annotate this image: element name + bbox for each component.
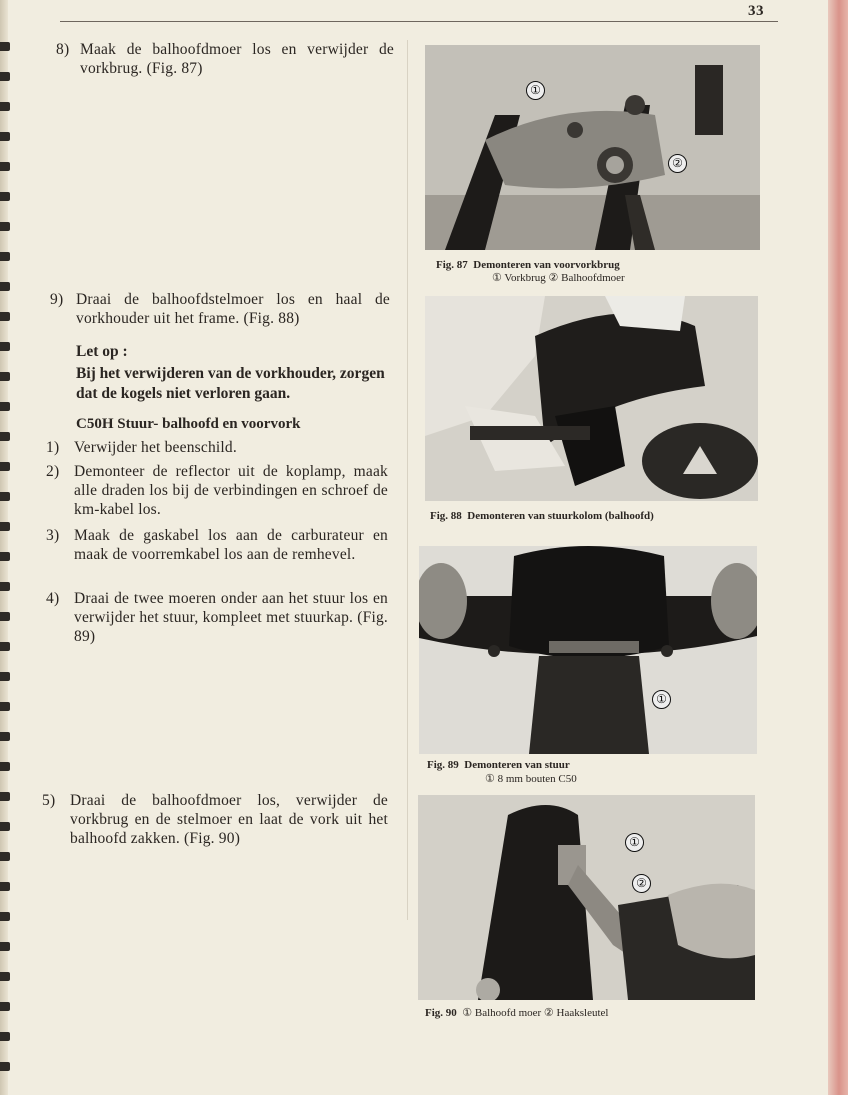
figure-label: Fig. 88 <box>430 510 462 522</box>
step-number: 3) <box>46 527 60 544</box>
note-text: Bij het verwijderen van de vorkhouder, zorgen dat de kogels niet verloren gaan. <box>76 365 385 402</box>
figure-87-caption <box>436 258 620 272</box>
figure-89-legend: ① 8 mm bouten C50 <box>485 773 577 785</box>
section-step-1 <box>46 438 396 458</box>
figure-label: Fig. 90 <box>425 1007 457 1019</box>
step-text: Maak de balhoofdmoer los en verwijder de vorkbrug. (Fig. 87) <box>80 41 394 77</box>
step-number: 2) <box>46 463 60 480</box>
step-number: 1) <box>46 439 60 456</box>
figure-90-callout-1: ① <box>625 833 644 852</box>
figure-legend: ① Balhoofd moer ② Haaksleutel <box>462 1007 609 1019</box>
figure-90-callout-2: ② <box>632 874 651 893</box>
figure-87-callout-2: ② <box>668 154 687 173</box>
figure-87-legend: ① Vorkbrug ② Balhoofdmoer <box>492 272 625 284</box>
section-step-4 <box>46 589 396 649</box>
figure-label: Fig. 87 <box>436 259 468 271</box>
section-heading: C50H Stuur- balhoofd en voorvork <box>76 416 301 432</box>
step-text: Demonteer de reflector uit de koplamp, maak alle draden los bij de verbindingen en schroef de km-kabel los. <box>74 463 388 518</box>
figure-89-caption <box>427 758 570 772</box>
figure-87-callout-1: ① <box>526 81 545 100</box>
column-divider <box>407 40 408 920</box>
figure-title: Demonteren van stuurkolom (balhoofd) <box>467 510 654 522</box>
step-text: Maak de gaskabel los aan de carburateur en maak de voorremkabel los aan de remhevel. <box>74 527 388 563</box>
step-8 <box>56 40 396 80</box>
figure-label: Fig. 89 <box>427 759 459 771</box>
step-number: 8) <box>56 41 70 58</box>
figure-87-photo <box>425 45 760 250</box>
step-number: 4) <box>46 590 60 607</box>
figure-90-photo <box>418 795 755 1000</box>
section-step-3 <box>46 526 396 586</box>
section-step-5 <box>42 791 396 851</box>
figure-90-caption <box>425 1006 608 1020</box>
page-number: 33 <box>748 3 764 19</box>
header-rule <box>60 21 778 22</box>
step-number: 9) <box>50 291 64 308</box>
section-step-2 <box>46 462 396 522</box>
step-text: Draai de balhoofdmoer los, verwijder de vorkbrug en de stelmoer en laat de vork uit het balhoofd zakken. (Fig. 90) <box>70 792 388 847</box>
step-text: Verwijder het beenschild. <box>74 439 237 456</box>
step-text: Draai de twee moeren onder aan het stuur los en verwijder het stuur, kompleet met stuurkap. (Fig. 89) <box>74 590 388 645</box>
step-number: 5) <box>42 792 56 809</box>
page-edge-band <box>828 0 848 1095</box>
figure-89-callout-1: ① <box>652 690 671 709</box>
figure-88-caption <box>430 509 654 523</box>
step-9 <box>50 290 396 330</box>
note-title: Let op : <box>76 343 128 360</box>
figure-88-photo <box>425 296 758 501</box>
step-text: Draai de balhoofdstelmoer los en haal de vorkhouder uit het frame. (Fig. 88) <box>76 291 390 327</box>
figure-title: Demonteren van voorvorkbrug <box>473 259 620 271</box>
figure-89-photo <box>419 546 757 754</box>
figure-title: Demonteren van stuur <box>464 759 570 771</box>
